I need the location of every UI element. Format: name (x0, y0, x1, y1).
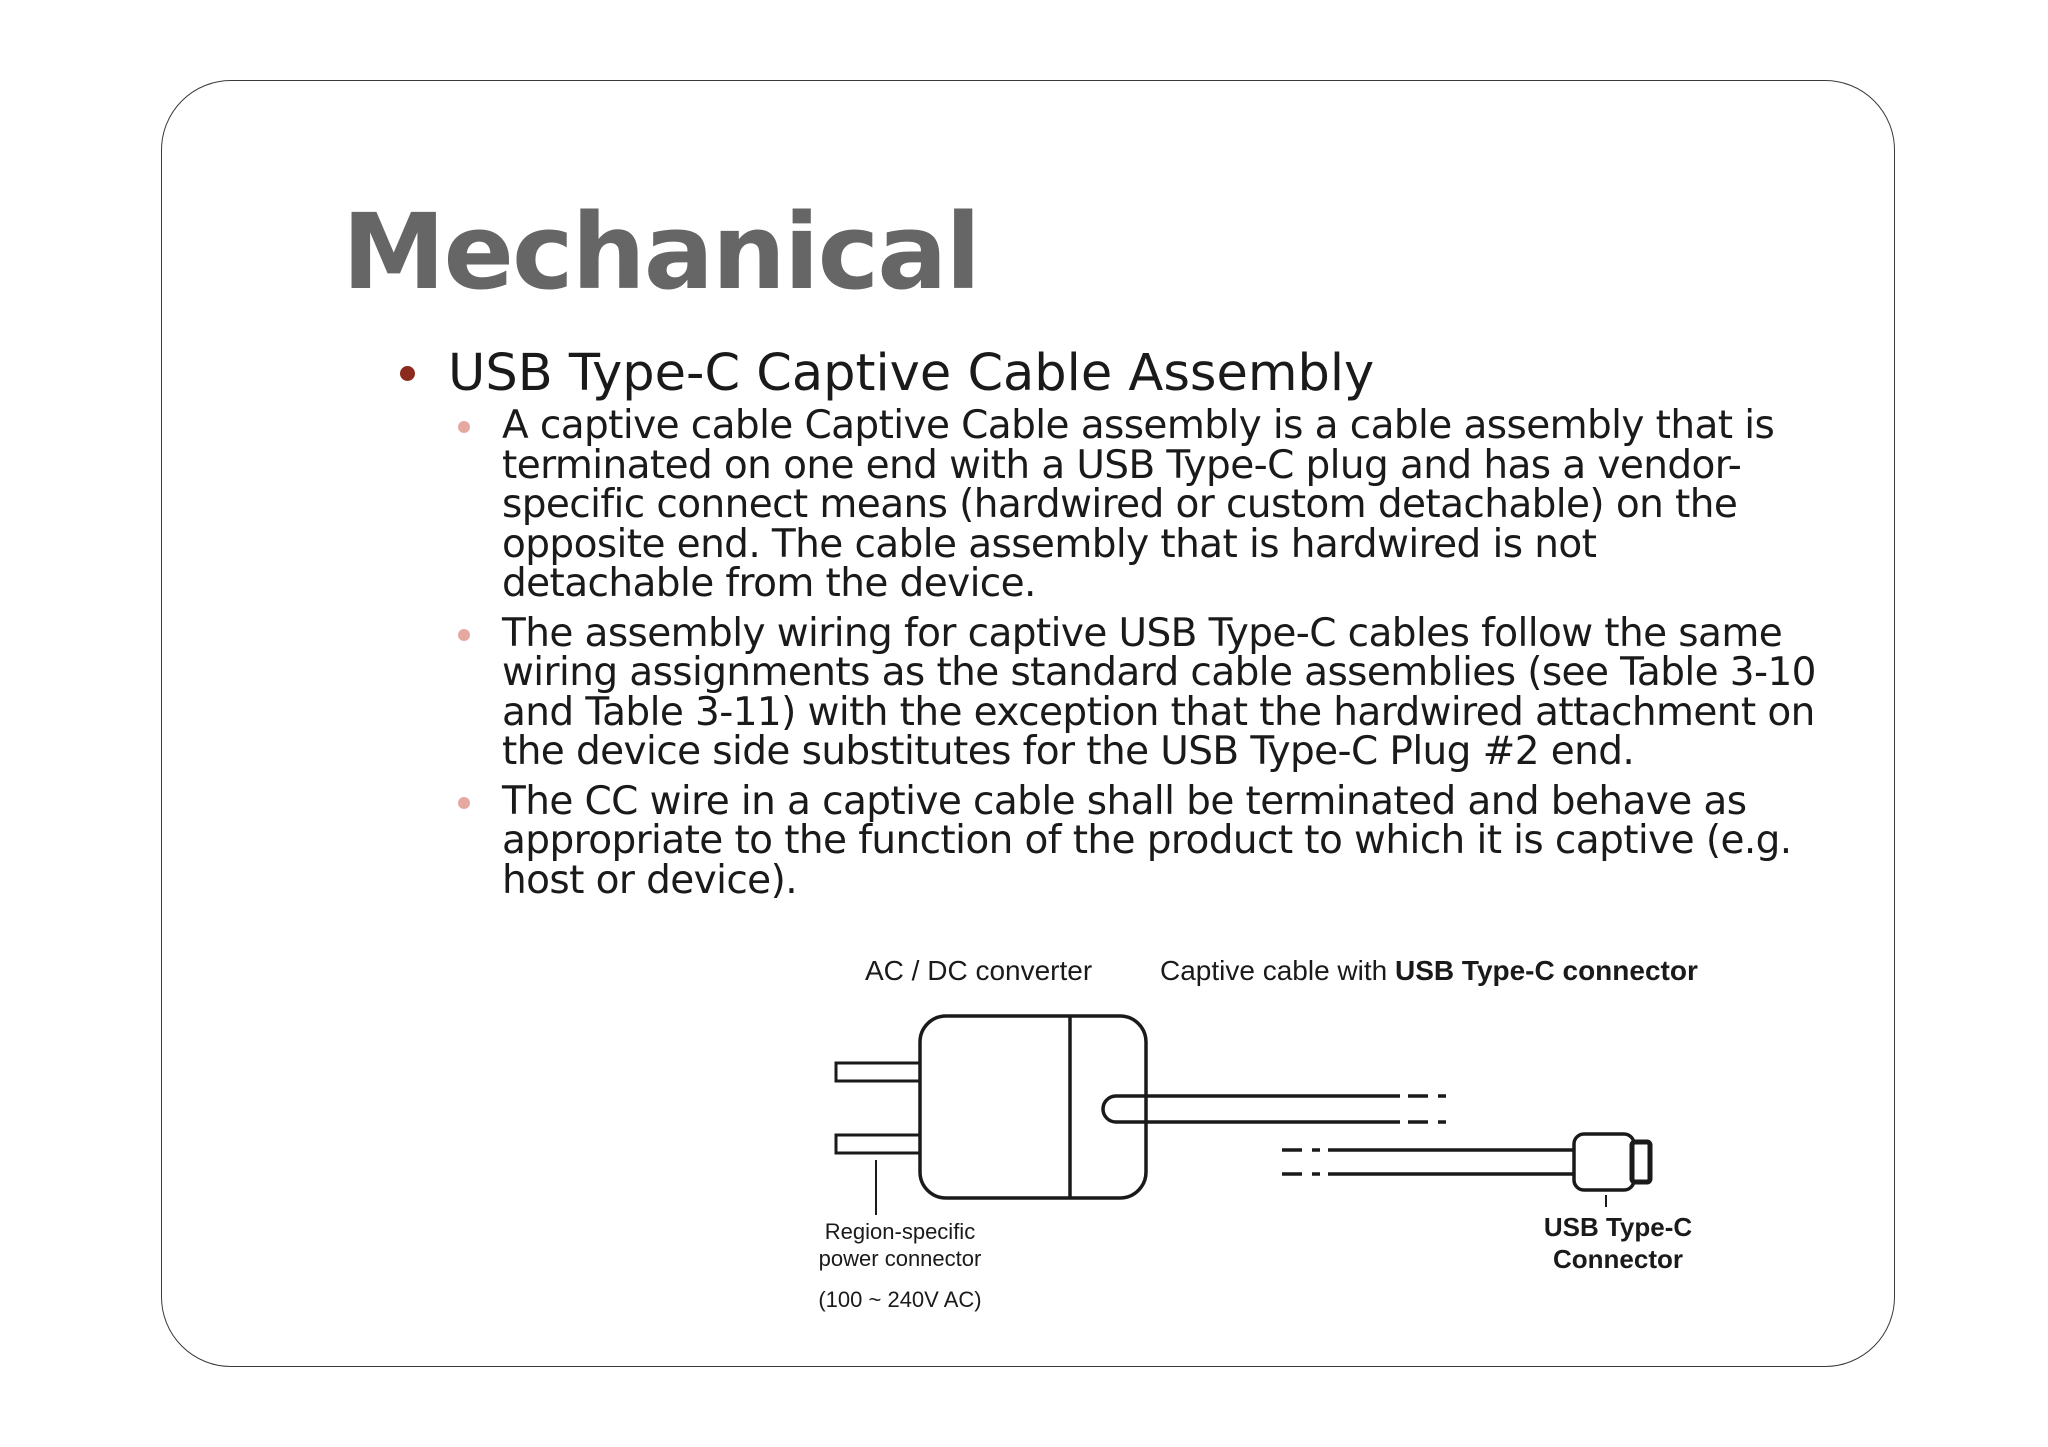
label-captive-cable-prefix: Captive cable with (1160, 955, 1396, 986)
label-usb-type-c: USB Type-C (1543, 1212, 1693, 1242)
label-captive-cable (1160, 955, 1698, 986)
cable-break-dashes-bottom (1282, 1150, 1320, 1174)
usb-c-connector-body (1574, 1134, 1634, 1190)
plug-prong-top (836, 1063, 922, 1081)
label-power-connector: power connector (818, 1246, 982, 1271)
label-ac-dc-converter: AC / DC converter (865, 955, 1093, 986)
usb-c-connector-tip (1632, 1142, 1650, 1182)
cable-break-dashes-top (1408, 1096, 1446, 1122)
sub-bullet-text: The assembly wiring for captive USB Type-C cables follow the same wiring assignments as the standard cable assemblies (see Table 3-10 and Table 3-11) with the exception that the hardwired attachment on the device side substitutes for the USB Type-C Plug #2 end. (502, 610, 1816, 774)
slide-title: Mechanical (342, 191, 980, 313)
sub-bullet-text: The CC wire in a captive cable shall be terminated and behave as appropriate to the function of the product to which it is captive (e.g. host or device). (502, 778, 1792, 903)
sub-bullet-text: A captive cable Captive Cable assembly is a cable assembly that is terminated on one end with a USB Type-C plug and has a vendor-specific connect means (hardwired or custom detachable) on the opposite end. The cable assembly that is hardwired is not detachable from the device. (502, 403, 1775, 606)
converter-body (920, 1016, 1146, 1198)
label-captive-cable-bold: USB Type-C connector (1395, 955, 1698, 986)
label-region-specific: Region-specific (824, 1219, 976, 1244)
label-voltage: (100 ~ 240V AC) (818, 1287, 982, 1312)
label-connector: Connector (1553, 1244, 1683, 1274)
bullet-text: USB Type-C Captive Cable Assembly (448, 344, 1375, 403)
cable-segment-bottom (1328, 1150, 1576, 1174)
plug-prong-bottom (836, 1135, 922, 1153)
